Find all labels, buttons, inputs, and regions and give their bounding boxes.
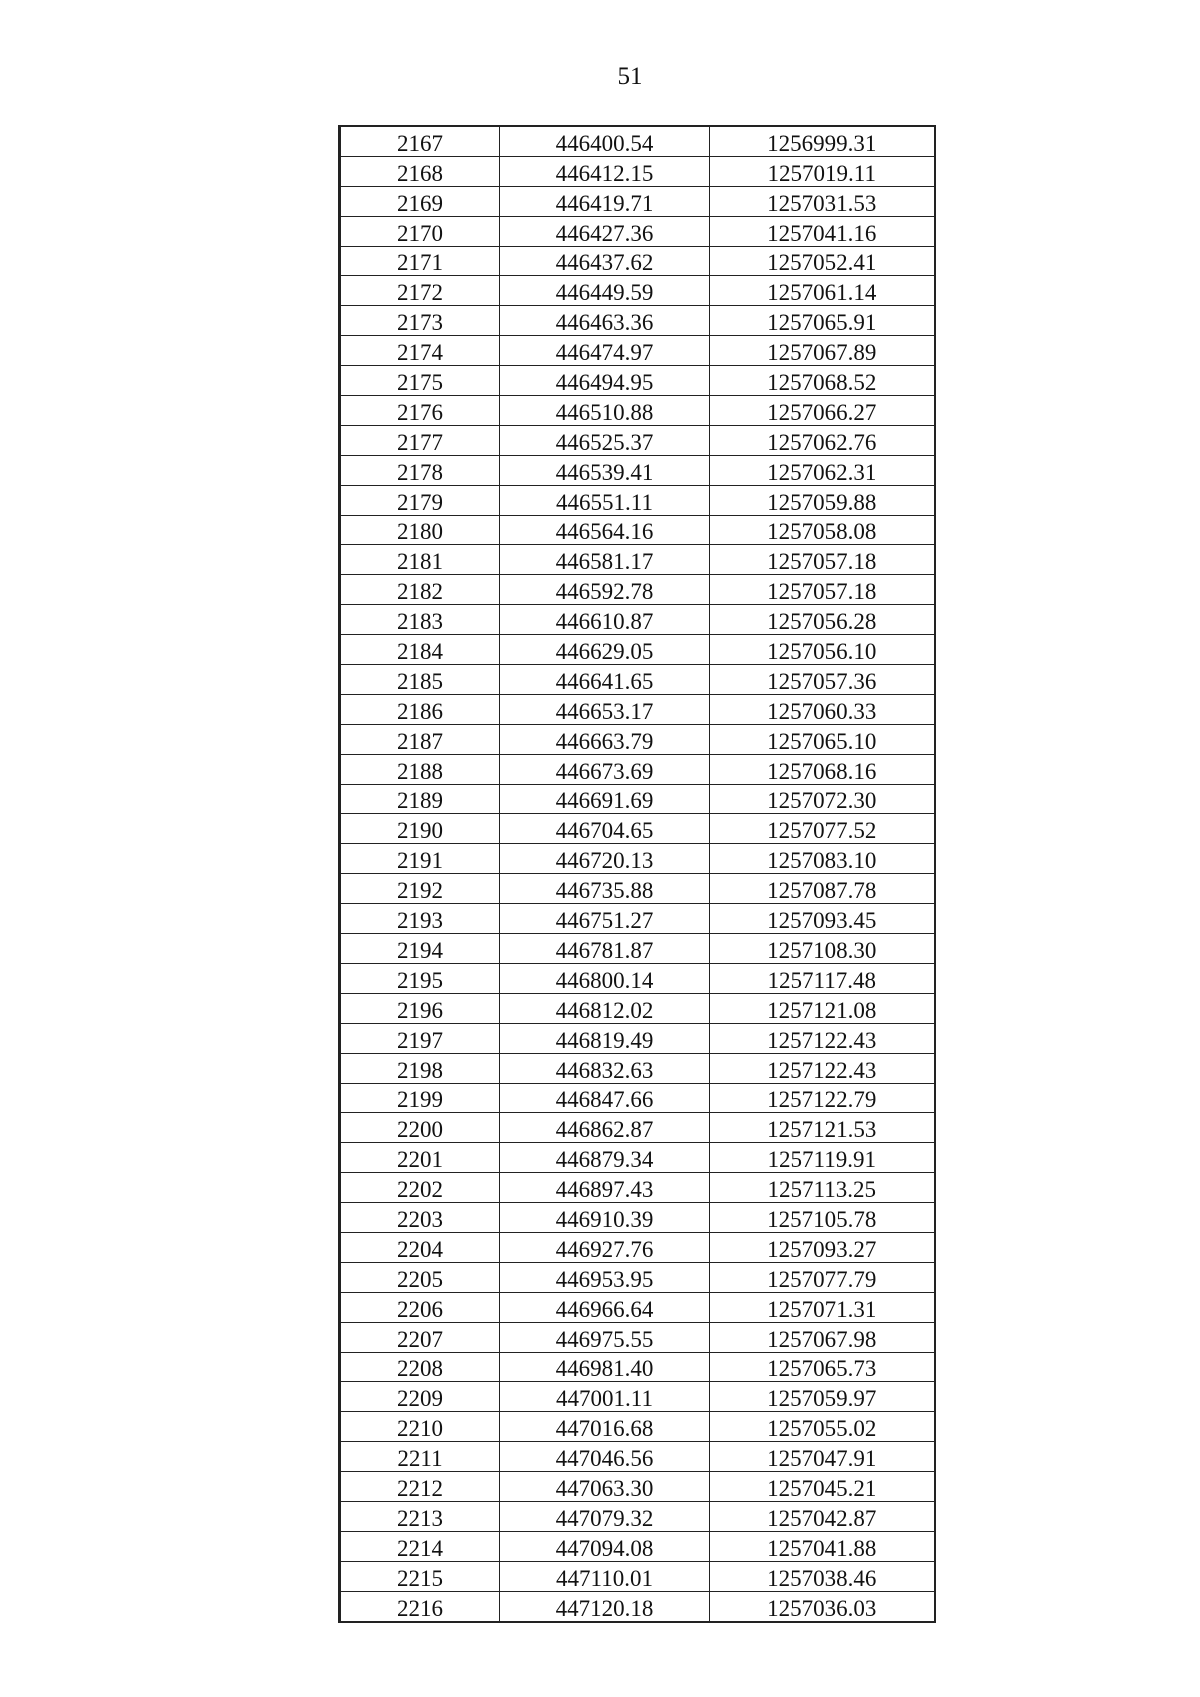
x-coordinate-cell: 446663.79: [500, 724, 710, 754]
table-row: [340, 1531, 935, 1561]
y-coordinate-cell: 1257077.79: [710, 1262, 935, 1292]
y-coordinate-cell: 1257068.16: [710, 754, 935, 784]
point-number-cell: 2203: [340, 1203, 500, 1233]
point-number-cell: 2177: [340, 425, 500, 455]
point-number-cell: 2196: [340, 993, 500, 1023]
table-row: [340, 1143, 935, 1173]
x-coordinate-cell: 446862.87: [500, 1113, 710, 1143]
x-coordinate-cell: 446449.59: [500, 276, 710, 306]
point-number-cell: 2184: [340, 635, 500, 665]
y-coordinate-cell: 1257038.46: [710, 1561, 935, 1591]
x-coordinate-cell: 446629.05: [500, 635, 710, 665]
table-row: [340, 963, 935, 993]
y-coordinate-cell: 1257071.31: [710, 1292, 935, 1322]
y-coordinate-cell: 1257047.91: [710, 1442, 935, 1472]
x-coordinate-cell: 447079.32: [500, 1501, 710, 1531]
table-row: [340, 754, 935, 784]
point-number-cell: 2198: [340, 1053, 500, 1083]
y-coordinate-cell: 1257121.53: [710, 1113, 935, 1143]
x-coordinate-cell: 446812.02: [500, 993, 710, 1023]
x-coordinate-cell: 447110.01: [500, 1561, 710, 1591]
y-coordinate-cell: 1256999.31: [710, 126, 935, 156]
x-coordinate-cell: 446751.27: [500, 904, 710, 934]
table-row: [340, 1292, 935, 1322]
point-number-cell: 2216: [340, 1591, 500, 1621]
table-row: [340, 156, 935, 186]
x-coordinate-cell: 446981.40: [500, 1352, 710, 1382]
point-number-cell: 2168: [340, 156, 500, 186]
point-number-cell: 2211: [340, 1442, 500, 1472]
x-coordinate-cell: 446847.66: [500, 1083, 710, 1113]
x-coordinate-cell: 446551.11: [500, 485, 710, 515]
table-row: [340, 425, 935, 455]
x-coordinate-cell: 446691.69: [500, 784, 710, 814]
table-row: [340, 1412, 935, 1442]
x-coordinate-cell: 446819.49: [500, 1023, 710, 1053]
x-coordinate-cell: 447063.30: [500, 1472, 710, 1502]
point-number-cell: 2206: [340, 1292, 500, 1322]
point-number-cell: 2200: [340, 1113, 500, 1143]
y-coordinate-cell: 1257067.89: [710, 336, 935, 366]
x-coordinate-cell: 446510.88: [500, 396, 710, 426]
y-coordinate-cell: 1257065.91: [710, 306, 935, 336]
point-number-cell: 2202: [340, 1173, 500, 1203]
table-row: [340, 396, 935, 426]
point-number-cell: 2193: [340, 904, 500, 934]
x-coordinate-cell: 446412.15: [500, 156, 710, 186]
table-row: [340, 904, 935, 934]
table-row: [340, 844, 935, 874]
y-coordinate-cell: 1257041.88: [710, 1531, 935, 1561]
point-number-cell: 2197: [340, 1023, 500, 1053]
y-coordinate-cell: 1257108.30: [710, 934, 935, 964]
point-number-cell: 2173: [340, 306, 500, 336]
table-row: [340, 1262, 935, 1292]
point-number-cell: 2191: [340, 844, 500, 874]
point-number-cell: 2178: [340, 455, 500, 485]
x-coordinate-cell: 447016.68: [500, 1412, 710, 1442]
point-number-cell: 2179: [340, 485, 500, 515]
point-number-cell: 2204: [340, 1232, 500, 1262]
y-coordinate-cell: 1257059.97: [710, 1382, 935, 1412]
y-coordinate-cell: 1257066.27: [710, 396, 935, 426]
y-coordinate-cell: 1257122.79: [710, 1083, 935, 1113]
table-row: [340, 1203, 935, 1233]
y-coordinate-cell: 1257077.52: [710, 814, 935, 844]
y-coordinate-cell: 1257057.36: [710, 665, 935, 695]
table-row: [340, 993, 935, 1023]
point-number-cell: 2183: [340, 605, 500, 635]
y-coordinate-cell: 1257057.18: [710, 545, 935, 575]
x-coordinate-cell: 446910.39: [500, 1203, 710, 1233]
point-number-cell: 2182: [340, 575, 500, 605]
y-coordinate-cell: 1257093.45: [710, 904, 935, 934]
y-coordinate-cell: 1257072.30: [710, 784, 935, 814]
y-coordinate-cell: 1257122.43: [710, 1053, 935, 1083]
x-coordinate-cell: 446879.34: [500, 1143, 710, 1173]
point-number-cell: 2176: [340, 396, 500, 426]
point-number-cell: 2171: [340, 246, 500, 276]
table-row: [340, 455, 935, 485]
point-number-cell: 2172: [340, 276, 500, 306]
y-coordinate-cell: 1257113.25: [710, 1173, 935, 1203]
y-coordinate-cell: 1257083.10: [710, 844, 935, 874]
x-coordinate-cell: 446975.55: [500, 1322, 710, 1352]
y-coordinate-cell: 1257055.02: [710, 1412, 935, 1442]
point-number-cell: 2170: [340, 216, 500, 246]
table-row: [340, 1023, 935, 1053]
table-row: [340, 575, 935, 605]
table-row: [340, 1442, 935, 1472]
point-number-cell: 2209: [340, 1382, 500, 1412]
table-row: [340, 1501, 935, 1531]
table-row: [340, 485, 935, 515]
x-coordinate-cell: 446419.71: [500, 186, 710, 216]
y-coordinate-cell: 1257045.21: [710, 1472, 935, 1502]
y-coordinate-cell: 1257059.88: [710, 485, 935, 515]
table-row: [340, 276, 935, 306]
table-row: [340, 605, 935, 635]
point-number-cell: 2175: [340, 366, 500, 396]
point-number-cell: 2212: [340, 1472, 500, 1502]
y-coordinate-cell: 1257058.08: [710, 515, 935, 545]
y-coordinate-cell: 1257067.98: [710, 1322, 935, 1352]
x-coordinate-cell: 446953.95: [500, 1262, 710, 1292]
x-coordinate-cell: 446704.65: [500, 814, 710, 844]
y-coordinate-cell: 1257042.87: [710, 1501, 935, 1531]
table-row: [340, 1561, 935, 1591]
point-number-cell: 2215: [340, 1561, 500, 1591]
x-coordinate-cell: 446832.63: [500, 1053, 710, 1083]
x-coordinate-cell: 446463.36: [500, 306, 710, 336]
table-row: [340, 635, 935, 665]
y-coordinate-cell: 1257105.78: [710, 1203, 935, 1233]
x-coordinate-cell: 446427.36: [500, 216, 710, 246]
table-row: [340, 1472, 935, 1502]
point-number-cell: 2214: [340, 1531, 500, 1561]
x-coordinate-cell: 446966.64: [500, 1292, 710, 1322]
point-number-cell: 2174: [340, 336, 500, 366]
y-coordinate-cell: 1257056.28: [710, 605, 935, 635]
point-number-cell: 2208: [340, 1352, 500, 1382]
table-row: [340, 665, 935, 695]
point-number-cell: 2192: [340, 874, 500, 904]
y-coordinate-cell: 1257052.41: [710, 246, 935, 276]
x-coordinate-cell: 446897.43: [500, 1173, 710, 1203]
y-coordinate-cell: 1257036.03: [710, 1591, 935, 1621]
table-row: [340, 126, 935, 156]
table-row: [340, 1173, 935, 1203]
x-coordinate-cell: 446437.62: [500, 246, 710, 276]
x-coordinate-cell: 446653.17: [500, 694, 710, 724]
table-row: [340, 545, 935, 575]
point-number-cell: 2186: [340, 694, 500, 724]
page-number: 51: [617, 63, 643, 90]
y-coordinate-cell: 1257062.31: [710, 455, 935, 485]
point-number-cell: 2205: [340, 1262, 500, 1292]
x-coordinate-cell: 446494.95: [500, 366, 710, 396]
table-row: [340, 515, 935, 545]
point-number-cell: 2194: [340, 934, 500, 964]
y-coordinate-cell: 1257061.14: [710, 276, 935, 306]
y-coordinate-cell: 1257019.11: [710, 156, 935, 186]
point-number-cell: 2201: [340, 1143, 500, 1173]
table-row: [340, 1232, 935, 1262]
y-coordinate-cell: 1257062.76: [710, 425, 935, 455]
x-coordinate-cell: 446539.41: [500, 455, 710, 485]
point-number-cell: 2180: [340, 515, 500, 545]
table-row: [340, 186, 935, 216]
x-coordinate-cell: 446592.78: [500, 575, 710, 605]
y-coordinate-cell: 1257093.27: [710, 1232, 935, 1262]
x-coordinate-cell: 446564.16: [500, 515, 710, 545]
table-row: [340, 1591, 935, 1621]
y-coordinate-cell: 1257060.33: [710, 694, 935, 724]
y-coordinate-cell: 1257121.08: [710, 993, 935, 1023]
coordinates-table-body: [340, 126, 935, 1622]
x-coordinate-cell: 446525.37: [500, 425, 710, 455]
x-coordinate-cell: 446400.54: [500, 126, 710, 156]
x-coordinate-cell: 446927.76: [500, 1232, 710, 1262]
table-row: [340, 874, 935, 904]
table-row: [340, 1382, 935, 1412]
point-number-cell: 2167: [340, 126, 500, 156]
x-coordinate-cell: 446474.97: [500, 336, 710, 366]
table-row: [340, 1322, 935, 1352]
table-row: [340, 366, 935, 396]
y-coordinate-cell: 1257056.10: [710, 635, 935, 665]
table-row: [340, 336, 935, 366]
y-coordinate-cell: 1257057.18: [710, 575, 935, 605]
table-row: [340, 814, 935, 844]
point-number-cell: 2213: [340, 1501, 500, 1531]
point-number-cell: 2210: [340, 1412, 500, 1442]
point-number-cell: 2207: [340, 1322, 500, 1352]
point-number-cell: 2195: [340, 963, 500, 993]
table-row: [340, 1053, 935, 1083]
y-coordinate-cell: 1257031.53: [710, 186, 935, 216]
y-coordinate-cell: 1257041.16: [710, 216, 935, 246]
table-row: [340, 784, 935, 814]
point-number-cell: 2190: [340, 814, 500, 844]
table-row: [340, 724, 935, 754]
y-coordinate-cell: 1257122.43: [710, 1023, 935, 1053]
x-coordinate-cell: 447094.08: [500, 1531, 710, 1561]
x-coordinate-cell: 447001.11: [500, 1382, 710, 1412]
x-coordinate-cell: 446735.88: [500, 874, 710, 904]
y-coordinate-cell: 1257087.78: [710, 874, 935, 904]
point-number-cell: 2199: [340, 1083, 500, 1113]
table-row: [340, 694, 935, 724]
point-number-cell: 2188: [340, 754, 500, 784]
point-number-cell: 2185: [340, 665, 500, 695]
x-coordinate-cell: 447046.56: [500, 1442, 710, 1472]
x-coordinate-cell: 446720.13: [500, 844, 710, 874]
table-row: [340, 246, 935, 276]
point-number-cell: 2181: [340, 545, 500, 575]
table-row: [340, 934, 935, 964]
table-row: [340, 216, 935, 246]
x-coordinate-cell: 446673.69: [500, 754, 710, 784]
x-coordinate-cell: 446800.14: [500, 963, 710, 993]
coordinates-table: [338, 125, 936, 1623]
x-coordinate-cell: 447120.18: [500, 1591, 710, 1621]
point-number-cell: 2189: [340, 784, 500, 814]
point-number-cell: 2187: [340, 724, 500, 754]
x-coordinate-cell: 446610.87: [500, 605, 710, 635]
y-coordinate-cell: 1257117.48: [710, 963, 935, 993]
x-coordinate-cell: 446641.65: [500, 665, 710, 695]
y-coordinate-cell: 1257119.91: [710, 1143, 935, 1173]
table-row: [340, 306, 935, 336]
table-row: [340, 1113, 935, 1143]
table-row: [340, 1352, 935, 1382]
y-coordinate-cell: 1257065.10: [710, 724, 935, 754]
table-row: [340, 1083, 935, 1113]
y-coordinate-cell: 1257068.52: [710, 366, 935, 396]
x-coordinate-cell: 446581.17: [500, 545, 710, 575]
y-coordinate-cell: 1257065.73: [710, 1352, 935, 1382]
point-number-cell: 2169: [340, 186, 500, 216]
x-coordinate-cell: 446781.87: [500, 934, 710, 964]
